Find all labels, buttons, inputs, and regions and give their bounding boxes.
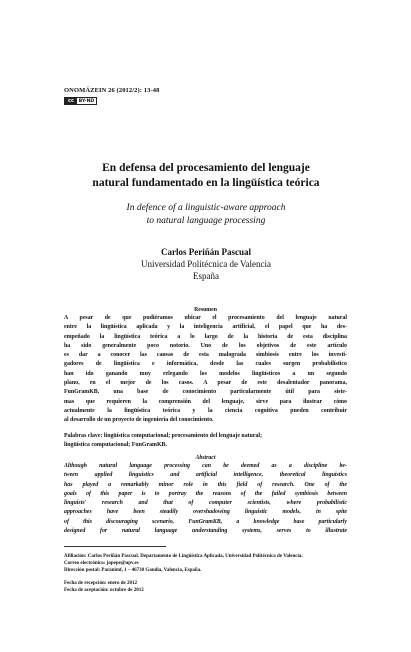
paper-subtitle-line-2: to natural language processing bbox=[146, 216, 266, 226]
cc-icon: cc bbox=[65, 98, 77, 104]
paper-title-line-2: natural fundamentado en la lingüística teórica bbox=[92, 177, 320, 189]
abstract-line: linguists' research and that of computer scientists, where probabilistic bbox=[64, 500, 347, 507]
footnote-affiliation: Afiliación: Carlos Periñán Pascual. Departamento de Lingüística Aplicada, Universidad Politécnica de Valencia. bbox=[64, 554, 303, 559]
resumen-line: empeñado la lingüística teórica a lo largo de la historia de esta disciplina bbox=[64, 333, 347, 340]
abstract-line: tween applied linguistics and artificial intelligence, theoretical linguistics bbox=[64, 472, 347, 479]
author-country: España bbox=[193, 271, 219, 281]
keywords-line: Palabras clave: lingüística computacional; procesamiento del lenguaje natural; bbox=[64, 433, 263, 439]
resumen-line: ha sido generalmente poco notorio. Uno de los objetivos de este artículo bbox=[64, 342, 347, 349]
abstract-line: designed for natural language understanding systems, serves to illustrate bbox=[64, 528, 347, 535]
author-affiliation: Universidad Politécnica de Valencia bbox=[140, 259, 272, 269]
footnote-divider bbox=[64, 546, 166, 547]
keywords-es bbox=[64, 432, 347, 451]
cc-license-label: BY-ND bbox=[78, 98, 95, 104]
abstract-line: goals of this paper is to portray the reasons of the failed symbiosis between bbox=[64, 490, 347, 497]
footnote-accepted: Fecha de aceptación: octubre de 2012 bbox=[64, 588, 144, 593]
footnote-email: Correo electrónico: jopepe@upv.es bbox=[64, 561, 139, 566]
resumen-line: A pesar de que pudiéramos ubicar el procesamiento del lenguaje natural bbox=[64, 315, 347, 321]
resumen-line: gadores de lingüística e informática, desde las cuales surgen probabilístico bbox=[64, 361, 347, 368]
resumen-line: han ido ganando muy relegando los modelos lingüísticos a un segundo bbox=[64, 370, 347, 377]
footnote-address: Dirección postal: Paranimf, 1 – 46730 Gandia, Valencia, España. bbox=[64, 568, 202, 573]
author-name: Carlos Periñán Pascual bbox=[161, 247, 251, 257]
abstract-line: of this discouraging scenario, FunGramKB, a knowledge base particularly bbox=[64, 518, 347, 525]
resumen-body bbox=[64, 314, 347, 426]
resumen-heading: Resumen bbox=[194, 307, 217, 313]
resumen-line: al desarrollo de un proyecto de ingeniería del conocimiento. bbox=[64, 417, 214, 424]
footnote-received: Fecha de recepción: enero de 2012 bbox=[64, 581, 137, 586]
keywords-line: lingüística computacional; FunGramKB. bbox=[64, 442, 167, 449]
abstract-body bbox=[64, 462, 347, 536]
journal-citation: ONOMÁZEIN 26 (2012/2): 13-48 bbox=[64, 87, 160, 94]
resumen-line: es dar a conocer las causas de esta malograda simbiosis entre los investi- bbox=[64, 352, 347, 359]
resumen-line: FunGramKB, una base de conocimiento particularmente útil para siste- bbox=[64, 389, 347, 396]
abstract-line: has played a remarkably minor role in this field of research. One of the bbox=[64, 481, 347, 488]
cc-license-badge bbox=[64, 97, 97, 105]
resumen-line: mas que requieren la comprensión del lenguaje, sirve para ilustrar cómo bbox=[64, 398, 347, 405]
abstract-line: Although natural language processing can be deemed as a discipline be- bbox=[64, 463, 347, 469]
paper-subtitle-line-1: In defence of a linguistic-aware approach bbox=[126, 203, 286, 213]
resumen-line: actualmente la lingüística teórica y la ciencia cognitiva pueden contribuir bbox=[64, 407, 347, 414]
paper-title-line-1: En defensa del procesamiento del lenguaje bbox=[102, 162, 310, 174]
abstract-line: approaches have been steadily overshadowing linguistic models, in spite bbox=[64, 509, 347, 516]
resumen-line: plano, en el mejor de los casos. A pesar de este desalentador panorama, bbox=[64, 380, 347, 387]
resumen-line: entre la lingüística aplicada y la inteligencia artificial, el papel que ha des- bbox=[64, 324, 347, 331]
abstract-heading: Abstract bbox=[195, 455, 216, 461]
